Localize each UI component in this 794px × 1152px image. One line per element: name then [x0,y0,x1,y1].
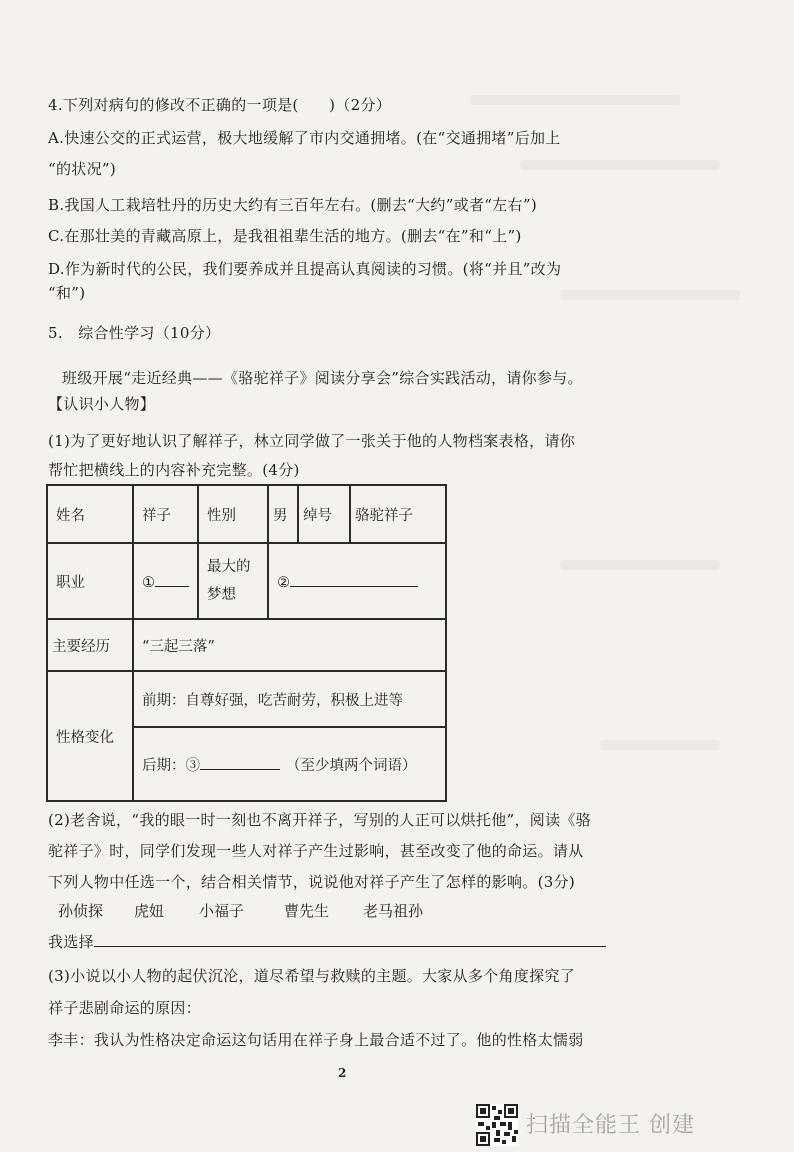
q5-part2: (2)老舍说，“我的眼一时一刻也不离开祥子，写别的人正可以烘托他”，阅读《骆 [48,811,591,829]
bleed-through [520,160,720,170]
bleed-through [600,740,720,750]
q4-option-b: B.我国人工栽培牡丹的历史大约有三百年左右。(删去“大约”或者“左右”) [48,196,537,214]
qr-code-icon [476,1104,518,1146]
bleed-through [560,290,740,300]
choose-label: 我选择 [48,933,94,951]
dream-label [198,543,268,619]
choose-line[interactable] [48,931,606,953]
q5-intro: 班级开展“走近经典——《骆驼祥子》阅读分享会”综合实践活动，请你参与。 [62,369,583,387]
nickname-label: 绰号 [298,485,350,543]
dream-label-line2: 梦想 [207,587,236,603]
section-heading: 【认识小人物】 [48,395,156,413]
dream-label-line1: 最大的 [207,559,251,575]
q5-title: 5. 综合性学习（10分） [48,324,221,342]
option-character: 孙侦探 [58,902,104,920]
dream-answer-cell[interactable] [268,543,446,619]
name-label: 姓名 [47,485,133,543]
late-blank[interactable] [200,755,280,770]
option-character: 曹先生 [284,902,330,920]
dream-blank[interactable] [290,572,418,587]
late-prefix: 后期：③ [142,757,200,774]
q4-option-a-cont: “的状况”) [48,160,116,178]
q5-part1-cont: 帮忙把横线上的内容补充完整。(4分) [48,461,300,479]
q4-option-d-cont: “和”) [48,284,86,302]
experience-value: “三起三落” [133,619,446,671]
page-number: 2 [338,1066,347,1080]
name-value: 祥子 [133,485,198,543]
job-label: 职业 [47,543,133,619]
gender-value: 男 [268,485,298,543]
q4-option-d: D.作为新时代的公民，我们要养成并且提高认真阅读的习惯。(将“并且”改为 [48,260,562,278]
option-character: 老马祖孙 [363,902,424,920]
q4-option-c: C.在那壮美的青藏高原上，是我祖祖辈生活的地方。(删去“在”和“上”) [48,227,522,245]
option-character: 虎妞 [134,902,165,920]
personality-label: 性格变化 [47,671,133,801]
nickname-value: 骆驼祥子 [350,485,446,543]
q5-part1: (1)为了更好地认识了解祥子，林立同学做了一张关于他的人物档案表格，请你 [48,432,576,450]
scanner-watermark: 扫描全能王 创建 [526,1113,695,1138]
q5-part3-cont: 祥子悲剧命运的原因： [48,999,202,1017]
experience-label: 主要经历 [47,619,133,671]
late-suffix: （至少填两个词语） [286,757,417,774]
q5-part3-li-feng: 李丰：我认为性格决定命运这句话用在祥子身上最合适不过了。他的性格太懦弱 [48,1031,584,1049]
q5-part3: (3)小说以小人物的起伏沉沦，道尽希望与救赎的主题。大家从多个角度探究了 [48,967,576,985]
job-answer-cell[interactable] [133,543,198,619]
q5-part2-cont1: 驼祥子》时，同学们发现一些人对祥子产生过影响，甚至改变了他的命运。请从 [48,842,584,860]
dream-marker: ② [277,574,290,591]
bleed-through [470,95,680,105]
personality-late-cell[interactable] [133,727,446,801]
gender-label: 性别 [198,485,268,543]
personality-early: 前期：自尊好强，吃苦耐劳，积极上进等 [133,671,446,727]
bleed-through [560,560,720,570]
option-character: 小福子 [199,902,245,920]
character-profile-table [46,484,447,802]
q4-stem: 4.下列对病句的修改不正确的一项是( )（2分） [48,96,392,114]
job-marker: ① [142,574,155,591]
q4-option-a: A.快速公交的正式运营，极大地缓解了市内交通拥堵。(在“交通拥堵”后加上 [48,129,561,147]
q5-part2-cont2: 下列人物中任选一个，结合相关情节，说说他对祥子产生了怎样的影响。(3分) [48,873,576,891]
choose-blank[interactable] [94,932,606,947]
job-blank[interactable] [155,572,189,587]
